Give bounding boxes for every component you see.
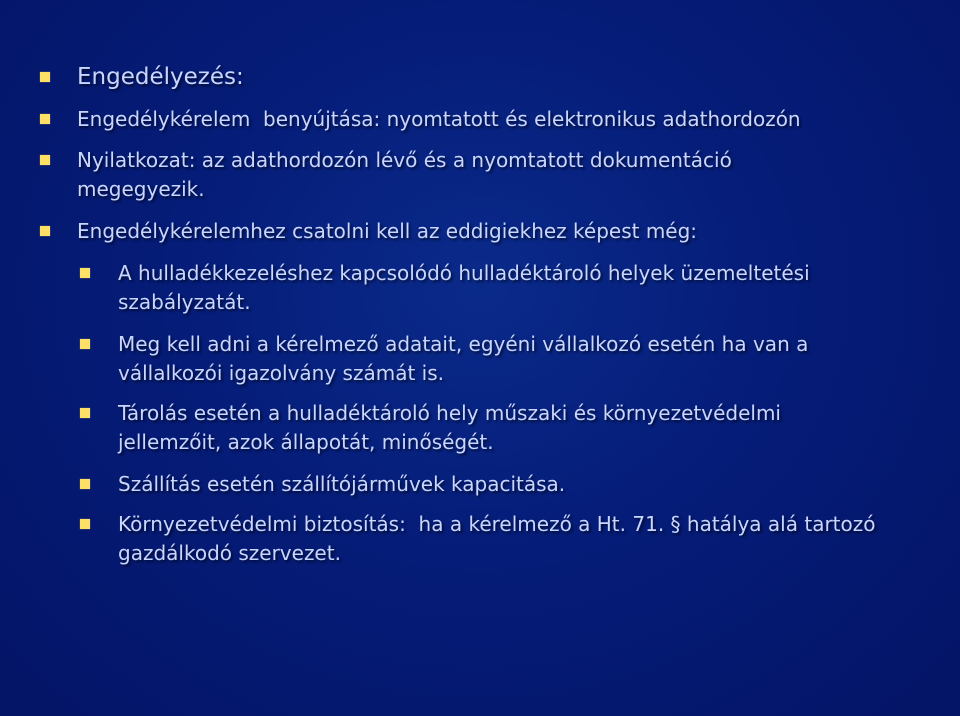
bullet-item [40, 146, 837, 204]
square-bullet-icon [40, 72, 50, 82]
sub-bullet-item [80, 470, 878, 499]
sub-bullet-item [80, 399, 878, 457]
sub-bullet-item [80, 330, 878, 388]
square-bullet-icon [40, 114, 50, 124]
bullet-text: Nyilatkozat: az adathordozón lévő és a nyomtatott dokumentáció megegyezik. [77, 148, 739, 201]
square-bullet-icon [40, 226, 50, 236]
square-bullet-icon [80, 339, 90, 349]
bullet-item [40, 217, 897, 246]
sub-bullet-text: Meg kell adni a kérelmező adatait, egyéni vállalkozó esetén ha van a vállalkozói igazolvány számát is. [118, 332, 815, 385]
sub-bullet-item [80, 510, 882, 568]
square-bullet-icon [80, 268, 90, 278]
bullet-item [40, 105, 897, 134]
sub-bullet-item [80, 259, 878, 317]
sub-bullet-text: A hulladékkezeléshez kapcsolódó hulladéktároló helyek üzemeltetési szabályzatát. [118, 261, 816, 314]
slide-title: Engedélyezés: [77, 64, 244, 90]
square-bullet-icon [80, 408, 90, 418]
sub-bullet-text: Környezetvédelmi biztosítás: ha a kérelmező a Ht. 71. § hatálya alá tartozó gazdálkodó szervezet. [118, 512, 882, 565]
square-bullet-icon [80, 519, 90, 529]
square-bullet-icon [80, 479, 90, 489]
sub-bullet-text: Szállítás esetén szállítójárművek kapacitása. [118, 472, 566, 496]
bullet-text: Engedélykérelemhez csatolni kell az eddigiekhez képest még: [77, 219, 698, 243]
square-bullet-icon [40, 155, 50, 165]
sub-bullet-text: Tárolás esetén a hulladéktároló hely műszaki és környezetvédelmi jellemzőit, azok állapotát, minőségét. [118, 401, 788, 454]
title-row [40, 62, 897, 92]
bullet-text: Engedélykérelem benyújtása: nyomtatott és elektronikus adathordozón [77, 107, 801, 131]
